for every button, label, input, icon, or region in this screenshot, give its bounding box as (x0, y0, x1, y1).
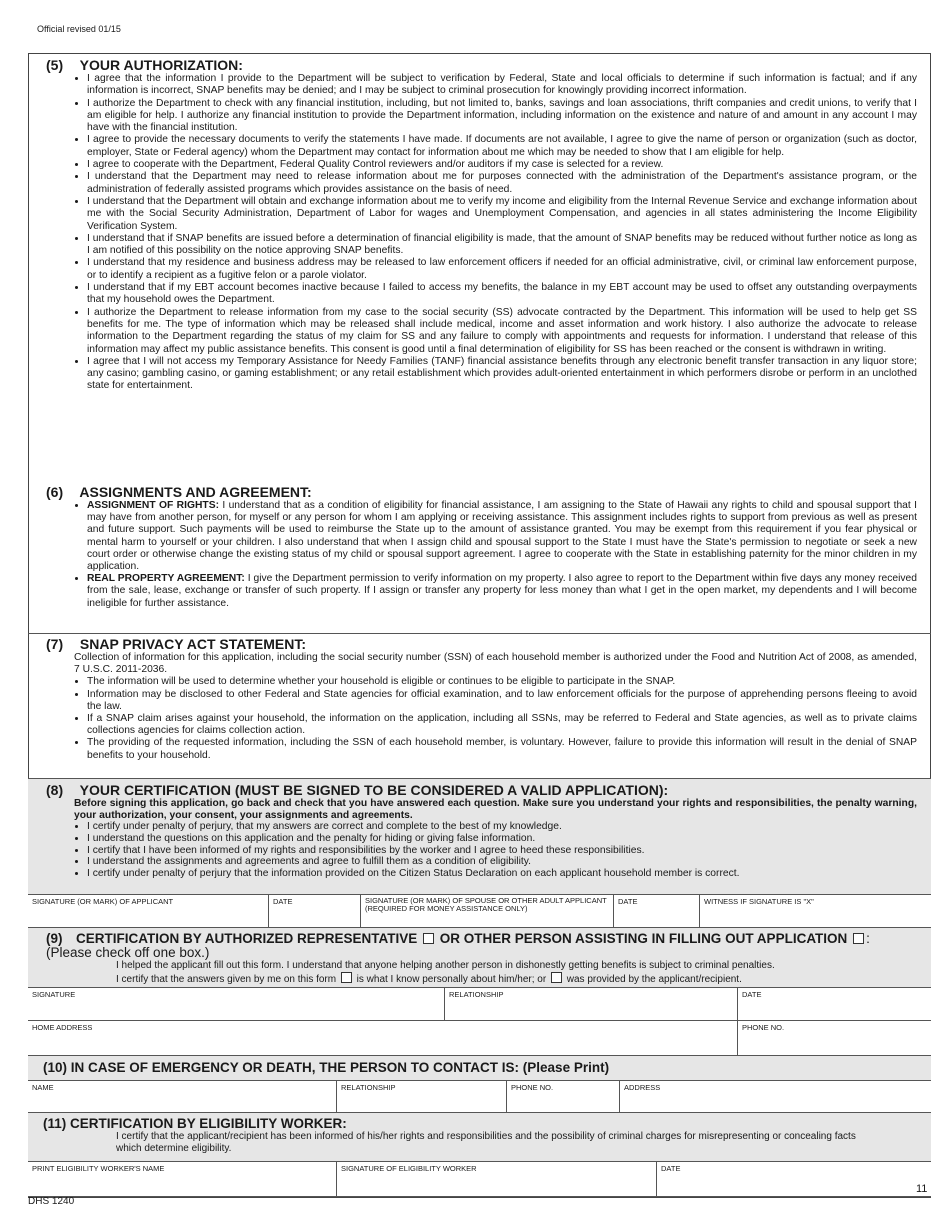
privacy-intro: Collection of information for this application, including the social security number (SSN) of each household member is authorized under the Food and Nutrition Act of 2008, as amended, 7 U.S.C. 2011-2036. (74, 652, 917, 676)
section-title: SNAP PRIVACY ACT STATEMENT: (79, 636, 306, 652)
section-eligibility-worker (28, 1113, 931, 1161)
authorization-list (28, 73, 931, 393)
section-title: (10) IN CASE OF EMERGENCY OR DEATH, THE PERSON TO CONTACT IS: (Please Print) (43, 1060, 610, 1075)
field-label: NAME (32, 1083, 54, 1092)
applicant-signature-row (28, 894, 931, 928)
form-id: DHS 1240 (28, 1196, 75, 1207)
item-lead: ASSIGNMENT OF RIGHTS: (87, 500, 219, 511)
section-number: (7) (46, 636, 64, 652)
list-item (87, 573, 917, 610)
section-title: YOUR CERTIFICATION (MUST BE SIGNED TO BE CONSIDERED A VALID APPLICATION): (79, 782, 669, 798)
section-authorized-rep (28, 928, 931, 987)
rep-phone-field[interactable] (737, 1021, 931, 1055)
assignments-list (28, 500, 931, 610)
worker-certification-text: I certify that the applicant/recipient has been informed of his/her rights and responsibilities and the possibility of criminal charges for misrepresenting or concealing facts which determine eligibility. (116, 1131, 856, 1154)
section-title-c: : (Please check off one box.) (46, 931, 870, 960)
list-item: • I certify that I have been informed of my rights and responsibilities by the worker and I agree to heed these responsibilities. (87, 845, 917, 857)
section-privacy-act (28, 636, 931, 762)
list-item: • The information will be used to determine whether your household is eligible or continues to be eligible to participate in the SNAP. (87, 676, 917, 688)
certification-warning: Before signing this application, go back and check that you have answered each question. Make sure you understand your rights and responsibilities, the penalty warning, your authorization, your consent, your assignments and agreements. (74, 798, 917, 821)
helper-statement: I helped the applicant fill out this form. I understand that anyone helping another person in dishonestly getting benefits is subject to criminal penalties. (116, 960, 775, 971)
certify-text-c: was provided by the applicant/recipient. (566, 974, 742, 985)
list-item: • The providing of the requested information, including the SSN of each household member, is voluntary. However, failure to provide this information will result in the denial of SNAP benefits to your household. (87, 737, 917, 761)
list-item: • I agree that I will not access my Temporary Assistance for Needy Families (TANF) financial assistance benefits through any electronic benefit transfer transaction in any liquor store; any casino; gambling casino, or gaming establishment; or any retail establishment which provides adult-oriented entertainment in which performers disrobe or perform in an unclothed state for entertainment. (87, 356, 917, 393)
field-label: DATE (742, 990, 762, 999)
divider (28, 633, 931, 634)
list-item: • I authorize the Department to release information from my case to the social security (SS) advocate contracted by the Department. This information will be used to help get SS benefits for me. The type of information which may be released shall include medical, income and asset information and work history. I also authorize the advocate to release information to the Department regarding the status of my claim for SS and any failure to comply with appointments and requests for information. I understand that release of this information may affect my public assistance benefits. This consent is good until a final determination of eligibility for SS has been reached or the consent is withdrawn in writing. (87, 307, 917, 356)
page-number: 11 (916, 1183, 928, 1195)
field-label: PHONE NO. (511, 1083, 554, 1092)
field-label: HOME ADDRESS (32, 1023, 93, 1032)
list-item: • I understand that the Department will obtain and exchange information about me to verify my income and eligibility from the Internal Revenue Service and exchange information about me with the Social Security Administration, Department of Labor for wages and Unemployment Compensation, and agencies in all states administering the Income Eligibility Verification System. (87, 196, 917, 233)
section-title: (11) CERTIFICATION BY ELIGIBILITY WORKER: (43, 1116, 347, 1131)
field-label: PHONE NO. (742, 1023, 785, 1032)
list-item: • I understand the assignments and agreements and agree to fulfill them as a condition of eligibility. (87, 856, 917, 868)
section-title-a: CERTIFICATION BY AUTHORIZED REPRESENTATIVE (76, 931, 418, 946)
list-item: • I agree that the information I provide to the Department will be subject to verification by Federal, State and local officials to determine if such information is factual; and if any information is incorrect, SNAP benefits may be denied; and I may be subject to criminal prosecution for knowingly providing incorrect information. (87, 73, 917, 98)
personal-knowledge-checkbox[interactable] (341, 972, 352, 983)
section-title: ASSIGNMENTS AND AGREEMENT: (79, 484, 312, 500)
list-item: • I certify under penalty of perjury that the information provided on the Citizen Status Declaration on each applicant household member is correct. (87, 868, 917, 880)
field-label: DATE (661, 1164, 681, 1173)
contact-phone-field[interactable] (506, 1081, 619, 1112)
applicant-signature-field[interactable] (28, 895, 268, 927)
list-item: • I agree to cooperate with the Department, Federal Quality Control reviewers and/or auditors if my case is selected for a review. (87, 159, 917, 171)
list-item: • I understand that if SNAP benefits are issued before a determination of financial eligibility is made, that the amount of SNAP benefits may be reduced without further notice as long as I am notified of this possibility on the notice approving SNAP benefits. (87, 233, 917, 258)
provided-by-applicant-checkbox[interactable] (551, 972, 562, 983)
field-label: PRINT ELIGIBILITY WORKER'S NAME (32, 1164, 165, 1173)
list-item: • Information may be disclosed to other Federal and State agencies for official examination, and to law enforcement officials for the purpose of apprehending persons fleeing to avoid the law. (87, 689, 917, 713)
section-number: (6) (46, 484, 64, 500)
section-certification (28, 778, 931, 894)
rep-signature-field[interactable] (28, 988, 444, 1021)
list-item: • I agree to provide the necessary documents to verify the statements I have made. If documents are not available, I agree to give the name of person or organization (such as doctor, employer, State or Federal agency) whom the Department may contact for information about me which may be needed to show that I am eligible for help. (87, 134, 917, 159)
list-item: • If a SNAP claim arises against your household, the information on the application, including all SSNs, may be referred to Federal and State agencies, as well as to private claims collections agencies for claims collection action. (87, 713, 917, 737)
field-label: RELATIONSHIP (449, 990, 504, 999)
field-label: SIGNATURE (OR MARK) OF APPLICANT (32, 897, 174, 906)
list-item: • I understand the questions on this application and the penalty for hiding or giving false information. (87, 833, 917, 845)
worker-name-field[interactable] (28, 1162, 336, 1196)
section-number: (8) (46, 782, 64, 798)
witness-field[interactable] (699, 895, 931, 927)
certify-text-a: I certify that the answers given by me on this form (116, 974, 337, 985)
field-label: WITNESS IF SIGNATURE IS "X" (704, 897, 814, 906)
section-number: (5) (46, 57, 64, 73)
certify-text-b: is what I know personally about him/her; or (356, 974, 547, 985)
rep-address-row (28, 1020, 931, 1056)
contact-name-field[interactable] (28, 1081, 336, 1112)
list-item: • I understand that if my EBT account becomes inactive because I failed to access my benefits, the balance in my EBT account may be used to offset any outstanding overpayments that my household owes the Department. (87, 282, 917, 307)
authorized-rep-checkbox[interactable] (423, 933, 434, 944)
field-label: RELATIONSHIP (341, 1083, 396, 1092)
worker-signature-field[interactable] (336, 1162, 656, 1196)
spouse-date-field[interactable] (613, 895, 699, 927)
rep-home-address-field[interactable] (28, 1021, 737, 1055)
list-item: • I certify under penalty of perjury, that my answers are correct and complete to the best of my knowledge. (87, 821, 917, 833)
worker-date-field[interactable] (656, 1162, 931, 1196)
field-label: SIGNATURE OF ELIGIBILITY WORKER (341, 1164, 477, 1173)
section-authorization (28, 57, 931, 393)
section-title: YOUR AUTHORIZATION: (79, 57, 243, 73)
section-number: (9) (46, 931, 63, 946)
eligibility-worker-row (28, 1161, 931, 1197)
section-assignments (28, 484, 931, 610)
field-label: SIGNATURE (32, 990, 76, 999)
emergency-contact-row (28, 1080, 931, 1113)
item-lead: REAL PROPERTY AGREEMENT: (87, 573, 245, 585)
applicant-date-field[interactable] (268, 895, 360, 927)
rep-signature-row (28, 987, 931, 1022)
field-label: DATE (273, 897, 293, 906)
privacy-list (28, 676, 931, 761)
section-title-b: OR OTHER PERSON ASSISTING IN FILLING OUT APPLICATION (439, 931, 848, 946)
rep-date-field[interactable] (737, 988, 931, 1021)
item-text: I give the Department permission to verify information on my property. I also agree to report to the Department within five days any money received from the sale, lease, exchange or transfer of such property. If I assign or transfer any property for less money than what I get in the open market, my dependents and I will become ineligible for further assistance. (87, 573, 918, 609)
other-person-checkbox[interactable] (853, 933, 864, 944)
field-label: ADDRESS (624, 1083, 661, 1092)
certification-list (28, 821, 931, 880)
rep-relationship-field[interactable] (444, 988, 737, 1021)
contact-relationship-field[interactable] (336, 1081, 506, 1112)
contact-address-field[interactable] (619, 1081, 931, 1112)
section-emergency-contact (28, 1056, 931, 1080)
list-item: • I authorize the Department to check with any financial institution, including, but not limited to, banks, savings and loan associations, thrift companies and credit unions, to verify that I am eligible for help. I authorize any financial institution to provide the Department information, including information on the existence and nature of and amount in any account I may have with the financial institution. (87, 98, 917, 135)
revision-note: Official revised 01/15 (37, 24, 121, 34)
item-text: I understand that as a condition of eligibility for financial assistance, I am assigning to the State of Hawaii any rights to child and spousal support that I may have from another person, for myself or any person for whom I am applying or receiving assistance. This assignment includes rights to support from previous as well as present and future support. Such payments will be used to reimburse the State up to the amount of assistance granted. You may be exempt from this requirement if you fear physical or mental harm to yourself or your children. I also understand that when I assign child and spousal support to the State I must have the State's permission to negotiate or seek a new court order or otherwise change the existing status of my child or spousal support agreement. I agree to cooperate with the State in establishing paternity for the minor children in my application. (87, 500, 917, 573)
field-label: DATE (618, 897, 638, 906)
list-item (87, 500, 917, 573)
list-item: • I understand that my residence and business address may be released to law enforcement officers if needed for an official administrative, civil, or criminal law enforcement purpose, or to identify a recipient as a fugitive felon or a parole violator. (87, 257, 917, 282)
field-label: SIGNATURE (OR MARK) OF SPOUSE OR OTHER ADULT APPLICANT (REQUIRED FOR MONEY ASSISTANCE ONLY) (365, 896, 607, 913)
list-item: • I understand that the Department may need to release information about me for purposes connected with the administration of the Department's assistance program, or the administration of federally assisted programs which provides assistance on the basis of need. (87, 171, 917, 196)
spouse-signature-field[interactable] (360, 895, 613, 927)
